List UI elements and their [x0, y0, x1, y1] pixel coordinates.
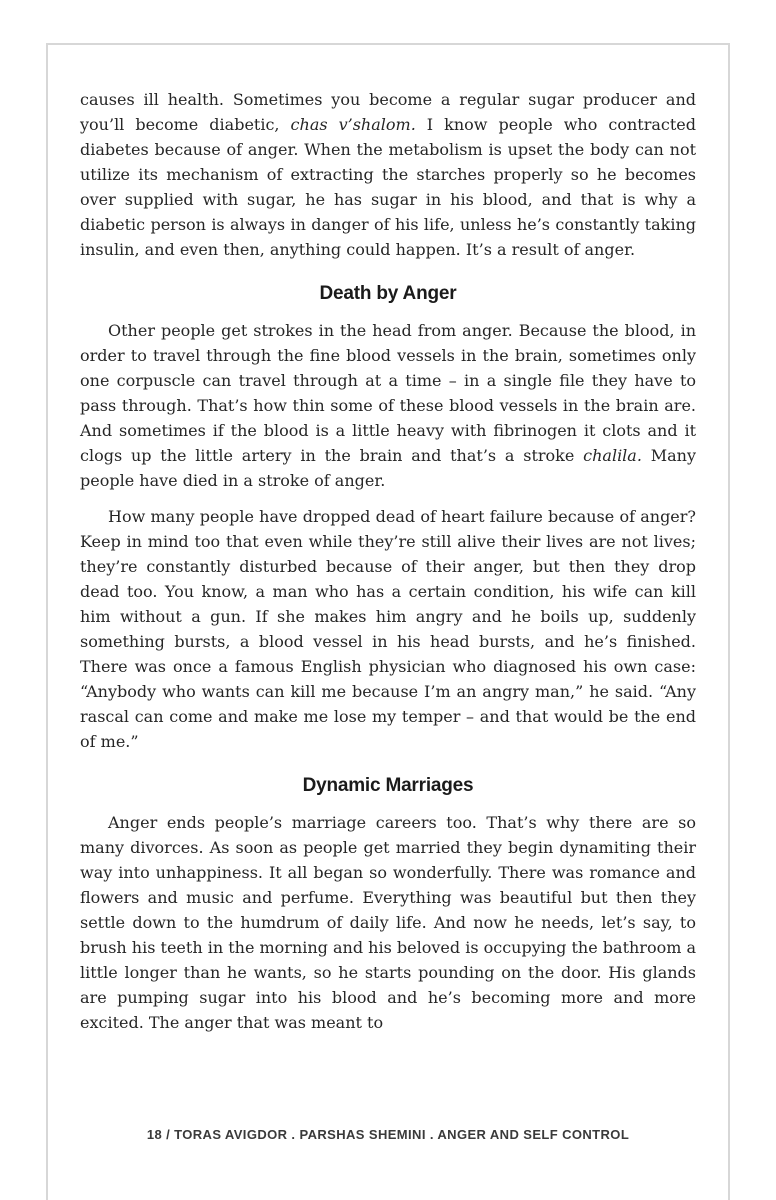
paragraph [80, 87, 696, 262]
text-run: Anger ends people’s marriage careers too. That’s why there are so many divorces. As soon as people get married they begin dynamiting their way into unhappiness. It all began so wonderfully. There was romance and flowers and music and perfume. Everything was beautiful but then they settle down to the humdrum of daily life. And now he needs, let’s say, to brush his teeth in the morning and his beloved is occupying the bathroom a little longer than he wants, so he starts pounding on the door. His glands are pumping sugar into his blood and he’s becoming more and more excited. The anger that was meant to [80, 813, 697, 1032]
italic-run: chas v’shalom. [290, 115, 416, 134]
text-run: Other people get strokes in the head from anger. Because the blood, in order to travel through the fine blood vessels in the brain, sometimes only one corpuscle can travel through at a time – in a single file they have to pass through. That’s how thin some of these blood vessels in the brain are. And sometimes if the blood is a little heavy with fibrinogen it clots and it clogs up the little artery in the brain and that’s a stroke [80, 321, 696, 465]
italic-run: chalila. [583, 446, 642, 465]
paragraph [80, 810, 696, 1035]
paragraph [80, 318, 696, 493]
section-heading: Death by Anger [319, 283, 457, 304]
footer-text: 18 / TORAS AVIGDOR . PARSHAS SHEMINI . ANGER AND SELF CONTROL [146, 1127, 630, 1142]
paragraph [80, 504, 696, 754]
text-run: How many people have dropped dead of heart failure because of anger? Keep in mind too that even while they’re still alive their lives are not lives; they’re constantly disturbed because of their anger, but then they drop dead too. You know, a man who has a certain condition, his wife can kill him without a gun. If she makes him angry and he boils up, suddenly something bursts, a blood vessel in his head bursts, and he’s finished. There was once a famous English physician who diagnosed his own case: “Anybody who wants can kill me because I’m an angry man,” he said. “Any rascal can come and make me lose my temper – and that would be the end of me.” [80, 507, 696, 751]
section-heading: Dynamic Marriages [302, 775, 474, 796]
text-run: causes ill health. Sometimes you become a regular sugar producer and you’ll become diabetic, [80, 90, 696, 134]
page-frame [46, 43, 730, 1200]
page-body [48, 45, 728, 1125]
page-footer [48, 1123, 728, 1148]
text-run: Many people have died in a stroke of anger. [80, 446, 696, 490]
text-run: I know people who contracted diabetes because of anger. When the metabolism is upset the body can not utilize its mechanism of extracting the starches properly so he becomes over supplied with sugar, he has sugar in his blood, and that is why a diabetic person is always in danger of his life, unless he’s constantly taking insulin, and even then, anything could happen. It’s a result of anger. [80, 115, 697, 259]
